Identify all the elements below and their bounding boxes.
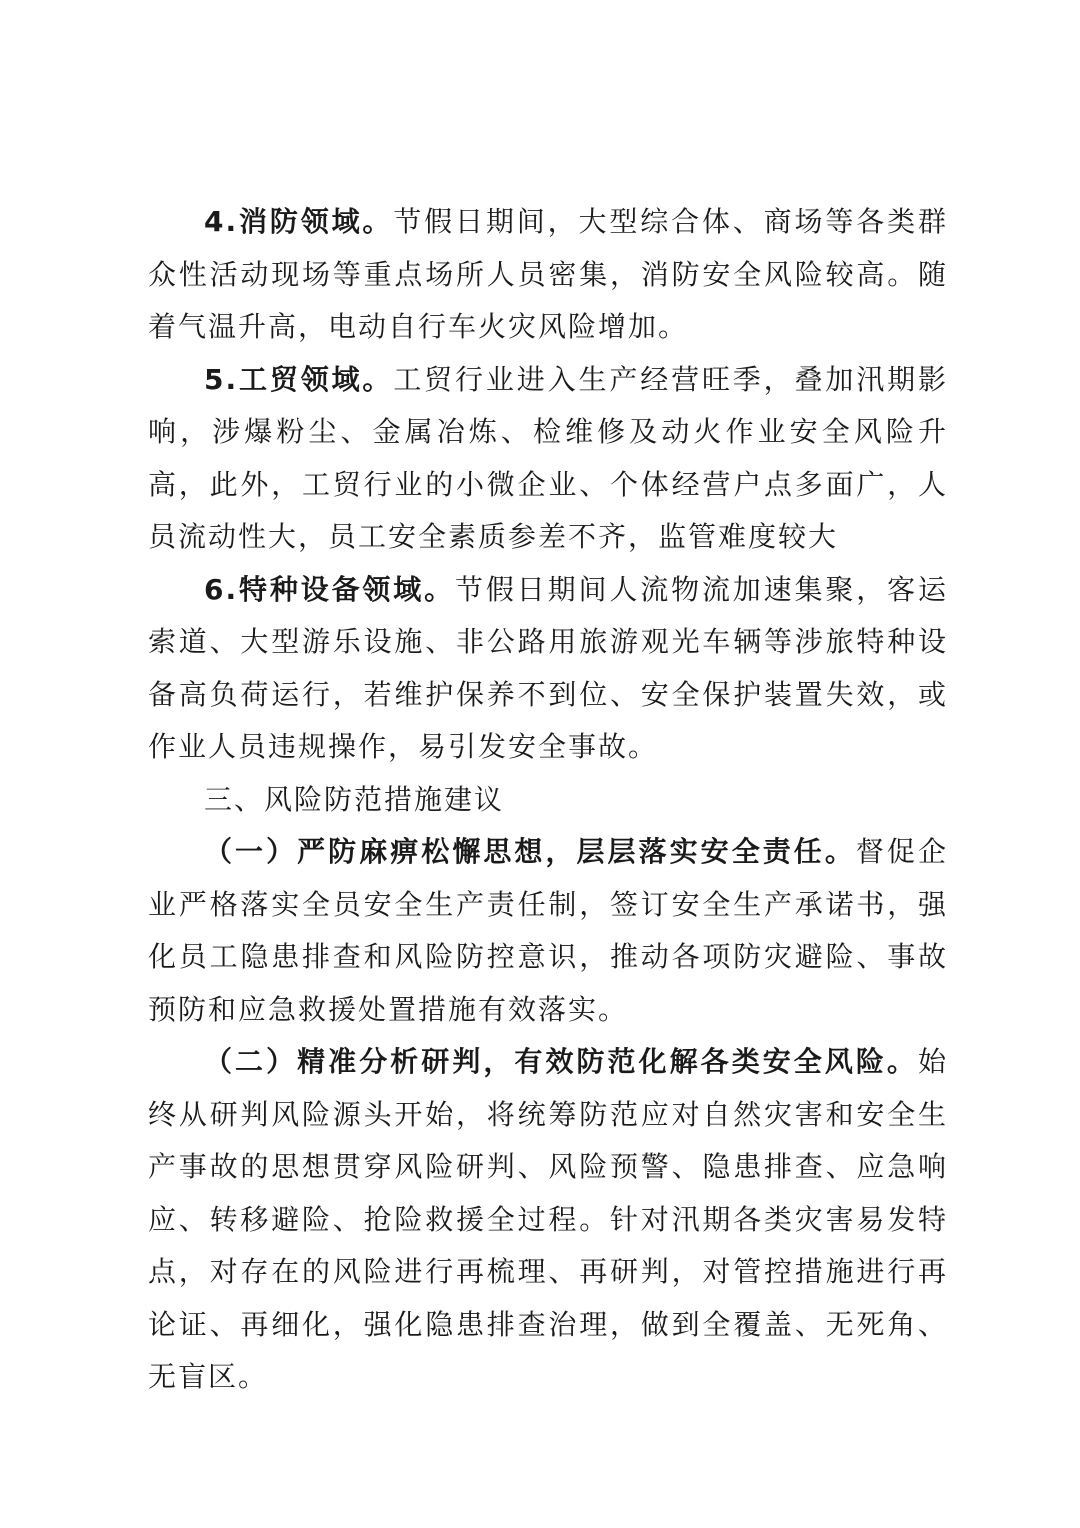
paragraph-industry-trade — [148, 354, 948, 564]
paragraph-lead: （一）严防麻痹松懈思想，层层落实安全责任。 — [204, 835, 856, 868]
paragraph-text: 节假日期间人流物流加速集聚，客运索道、大型游乐设施、非公路用旅游观光车辆等涉旅特种设备高负荷运行，若维护保养不到位、安全保护装置失效，或作业人员违规操作，易引发安全事故。 — [148, 572, 948, 763]
paragraph-text: 始终从研判风险源头开始，将统筹防范应对自然灾害和安全生产事故的思想贯穿风险研判、风险预警、隐患排查、应急响应、转移避险、抢险救援全过程。针对汛期各类灾害易发特点，对存在的风险进行再梳理、再研判，对管控措施进行再论证、再细化，强化隐患排查治理，做到全覆盖、无死角、无盲区。 — [148, 1045, 948, 1393]
paragraph-measure-two — [148, 1036, 948, 1404]
paragraph-lead: （二）精准分析研判，有效防范化解各类安全风险。 — [204, 1045, 918, 1078]
paragraph-text: 节假日期间，大型综合体、商场等各类群众性活动现场等重点场所人员密集，消防安全风险较高。随着气温升高，电动自行车火灾风险增加。 — [148, 205, 948, 343]
paragraph-text: 督促企业严格落实全员安全生产责任制，签订安全生产承诺书，强化员工隐患排查和风险防控意识，推动各项防灾避险、事故预防和应急救援处置措施有效落实。 — [148, 835, 948, 1026]
paragraph-measure-one — [148, 826, 948, 1036]
paragraph-lead: 6.特种设备领域。 — [204, 572, 456, 606]
paragraph-fire-safety — [148, 196, 948, 354]
paragraph-text: 工贸行业进入生产经营旺季，叠加汛期影响，涉爆粉尘、金属冶炼、检维修及动火作业安全风险升高，此外，工贸行业的小微企业、个体经营户点多面广，人员流动性大，员工安全素质参差不齐，监管难度较大 — [148, 362, 948, 553]
paragraph-lead: 4.消防领域。 — [204, 205, 394, 238]
section-heading: 三、风险防范措施建议 — [204, 782, 505, 816]
document-body — [148, 196, 948, 1404]
paragraph-lead: 5.工贸领域。 — [204, 362, 394, 396]
paragraph-special-equipment — [148, 564, 948, 774]
